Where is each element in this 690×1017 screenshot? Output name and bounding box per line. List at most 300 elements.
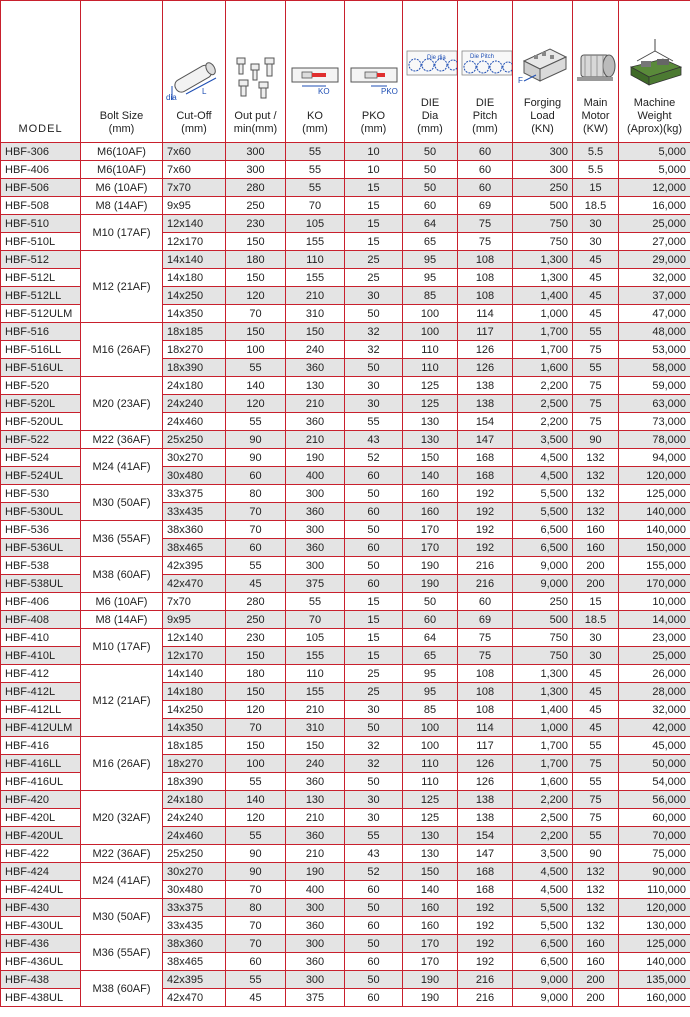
die_dia-cell: 100 <box>403 737 458 755</box>
die_dia-cell: 125 <box>403 791 458 809</box>
forging-load-label: Forging Load (KN) <box>523 97 562 135</box>
die_dia-cell: 190 <box>403 575 458 593</box>
pko-cell: 52 <box>345 449 403 467</box>
pko-cell: 60 <box>345 881 403 899</box>
cutoff-cell: 24x460 <box>163 413 226 431</box>
load-cell: 750 <box>513 215 573 233</box>
die_pitch-cell: 60 <box>458 179 513 197</box>
weight-cell: 70,000 <box>619 827 690 845</box>
table-row <box>1 161 690 179</box>
die_dia-cell: 60 <box>403 197 458 215</box>
die_pitch-cell: 168 <box>458 863 513 881</box>
output-cell: 70 <box>226 503 286 521</box>
load-cell: 1,300 <box>513 251 573 269</box>
die_dia-cell: 190 <box>403 557 458 575</box>
ko-cell: 310 <box>286 305 345 323</box>
die_dia-cell: 95 <box>403 665 458 683</box>
die_dia-cell: 85 <box>403 287 458 305</box>
die_pitch-cell: 60 <box>458 593 513 611</box>
die_pitch-cell: 168 <box>458 467 513 485</box>
die_dia-cell: 160 <box>403 485 458 503</box>
motor-cell: 55 <box>573 323 619 341</box>
motor-cell: 160 <box>573 935 619 953</box>
load-cell: 500 <box>513 611 573 629</box>
die_pitch-cell: 138 <box>458 395 513 413</box>
cutoff-cell: 12x170 <box>163 647 226 665</box>
cutoff-cell: 18x185 <box>163 323 226 341</box>
ko-cell: 360 <box>286 827 345 845</box>
die_dia-cell: 100 <box>403 719 458 737</box>
die_pitch-cell: 126 <box>458 359 513 377</box>
cutoff-cell: 25x250 <box>163 845 226 863</box>
cutoff-cell: 24x180 <box>163 791 226 809</box>
load-cell: 9,000 <box>513 989 573 1007</box>
pko-cell: 32 <box>345 341 403 359</box>
table-row <box>1 431 690 449</box>
ko-cell: 55 <box>286 161 345 179</box>
motor-cell: 132 <box>573 881 619 899</box>
table-row <box>1 971 690 989</box>
motor-cell: 45 <box>573 701 619 719</box>
ko-cell: 400 <box>286 467 345 485</box>
motor-cell: 132 <box>573 485 619 503</box>
die_dia-cell: 125 <box>403 809 458 827</box>
weight-cell: 73,000 <box>619 413 690 431</box>
machine-weight-label: Machine Weight (Aprox)(kg) <box>626 97 682 135</box>
model-cell: HBF-530 <box>1 485 81 503</box>
weight-cell: 155,000 <box>619 557 690 575</box>
cutoff-cell: 24x240 <box>163 395 226 413</box>
ko-cell: 240 <box>286 341 345 359</box>
die_pitch-cell: 114 <box>458 305 513 323</box>
load-cell: 1,300 <box>513 269 573 287</box>
table-row <box>1 449 690 467</box>
die_pitch-cell: 216 <box>458 575 513 593</box>
motor-cell: 200 <box>573 971 619 989</box>
output-cell: 120 <box>226 395 286 413</box>
die_dia-cell: 50 <box>403 179 458 197</box>
bolt-size-cell: M36 (55AF) <box>81 521 163 557</box>
cutoff-cell: 14x180 <box>163 269 226 287</box>
cutoff-header <box>163 1 226 143</box>
die-pitch-icon <box>460 37 513 91</box>
output-cell: 150 <box>226 647 286 665</box>
load-cell: 6,500 <box>513 539 573 557</box>
cutoff-cell: 7x70 <box>163 593 226 611</box>
motor-cell: 45 <box>573 251 619 269</box>
motor-cell: 45 <box>573 683 619 701</box>
die_pitch-cell: 108 <box>458 701 513 719</box>
die_dia-cell: 125 <box>403 395 458 413</box>
cutoff-cell: 24x460 <box>163 827 226 845</box>
load-cell: 300 <box>513 161 573 179</box>
table-row <box>1 485 690 503</box>
cutoff-cell: 14x350 <box>163 305 226 323</box>
cutoff-cell: 38x360 <box>163 521 226 539</box>
cutoff-cell: 14x140 <box>163 251 226 269</box>
cutoff-cell: 14x250 <box>163 701 226 719</box>
load-cell: 500 <box>513 197 573 215</box>
cutoff-cell: 33x435 <box>163 503 226 521</box>
load-cell: 2,500 <box>513 395 573 413</box>
die_dia-cell: 160 <box>403 899 458 917</box>
ko-cell: 155 <box>286 647 345 665</box>
die_pitch-cell: 168 <box>458 881 513 899</box>
model-cell: HBF-412LL <box>1 701 81 719</box>
output-cell: 150 <box>226 683 286 701</box>
die_dia-cell: 160 <box>403 503 458 521</box>
table-row <box>1 557 690 575</box>
weight-cell: 94,000 <box>619 449 690 467</box>
machine-weight-icon <box>623 37 687 91</box>
motor-cell: 132 <box>573 863 619 881</box>
die_pitch-cell: 216 <box>458 557 513 575</box>
bolt-size-cell: M22 (36AF) <box>81 431 163 449</box>
output-cell: 100 <box>226 755 286 773</box>
output-cell: 120 <box>226 701 286 719</box>
output-cell: 230 <box>226 215 286 233</box>
weight-cell: 125,000 <box>619 935 690 953</box>
pko-cell: 60 <box>345 503 403 521</box>
output-cell: 70 <box>226 935 286 953</box>
pko-cell: 60 <box>345 989 403 1007</box>
load-cell: 4,500 <box>513 881 573 899</box>
output-cell: 140 <box>226 377 286 395</box>
table-row <box>1 845 690 863</box>
bolt-size-cell: M6(10AF) <box>81 143 163 161</box>
cutoff-cell: 42x395 <box>163 557 226 575</box>
die_dia-cell: 170 <box>403 521 458 539</box>
output-header <box>226 1 286 143</box>
model-cell: HBF-412ULM <box>1 719 81 737</box>
load-cell: 250 <box>513 593 573 611</box>
weight-cell: 28,000 <box>619 683 690 701</box>
die_pitch-cell: 126 <box>458 341 513 359</box>
output-cell: 70 <box>226 521 286 539</box>
die_pitch-cell: 108 <box>458 251 513 269</box>
die_dia-cell: 160 <box>403 917 458 935</box>
die_dia-cell: 65 <box>403 647 458 665</box>
motor-cell: 15 <box>573 179 619 197</box>
pko-cell: 50 <box>345 359 403 377</box>
pko-cell: 25 <box>345 683 403 701</box>
output-cell: 60 <box>226 467 286 485</box>
cutoff-cell: 14x250 <box>163 287 226 305</box>
die-dia-header <box>403 1 458 143</box>
pko-cell: 15 <box>345 215 403 233</box>
die_dia-cell: 150 <box>403 449 458 467</box>
ko-cell: 190 <box>286 863 345 881</box>
output-cell: 70 <box>226 881 286 899</box>
model-cell: HBF-408 <box>1 611 81 629</box>
ko-cell: 360 <box>286 773 345 791</box>
ko-header <box>286 1 345 143</box>
load-cell: 3,500 <box>513 845 573 863</box>
table-row <box>1 251 690 269</box>
cutoff-cell: 7x60 <box>163 143 226 161</box>
model-cell: HBF-530UL <box>1 503 81 521</box>
output-cell: 120 <box>226 287 286 305</box>
model-cell: HBF-420L <box>1 809 81 827</box>
load-cell: 6,500 <box>513 521 573 539</box>
table-row <box>1 215 690 233</box>
motor-cell: 30 <box>573 629 619 647</box>
pko-cell: 60 <box>345 467 403 485</box>
die_dia-cell: 110 <box>403 755 458 773</box>
die_dia-cell: 100 <box>403 323 458 341</box>
motor-cell: 30 <box>573 233 619 251</box>
pko-cell: 52 <box>345 863 403 881</box>
output-cell: 55 <box>226 971 286 989</box>
output-cell: 250 <box>226 197 286 215</box>
weight-cell: 120,000 <box>619 899 690 917</box>
pko-cell: 60 <box>345 539 403 557</box>
motor-cell: 18.5 <box>573 611 619 629</box>
model-cell: HBF-538UL <box>1 575 81 593</box>
output-cell: 90 <box>226 845 286 863</box>
ko-cell: 210 <box>286 287 345 305</box>
model-cell: HBF-512ULM <box>1 305 81 323</box>
weight-cell: 150,000 <box>619 539 690 557</box>
die_dia-cell: 150 <box>403 863 458 881</box>
weight-cell: 14,000 <box>619 611 690 629</box>
cutoff-cell: 33x375 <box>163 485 226 503</box>
ko-cell: 360 <box>286 539 345 557</box>
model-cell: HBF-430UL <box>1 917 81 935</box>
motor-cell: 45 <box>573 665 619 683</box>
pko-cell: 15 <box>345 629 403 647</box>
model-cell: HBF-524UL <box>1 467 81 485</box>
weight-cell: 5,000 <box>619 161 690 179</box>
model-cell: HBF-412 <box>1 665 81 683</box>
motor-cell: 160 <box>573 539 619 557</box>
pko-cell: 43 <box>345 431 403 449</box>
bolt-size-cell: M12 (21AF) <box>81 665 163 737</box>
ko-cell: 300 <box>286 485 345 503</box>
output-cell: 55 <box>226 359 286 377</box>
load-cell: 9,000 <box>513 575 573 593</box>
model-cell: HBF-522 <box>1 431 81 449</box>
pko-cell: 50 <box>345 719 403 737</box>
pko-cell: 10 <box>345 161 403 179</box>
ko-cell: 150 <box>286 737 345 755</box>
weight-cell: 135,000 <box>619 971 690 989</box>
weight-cell: 10,000 <box>619 593 690 611</box>
table-row <box>1 863 690 881</box>
motor-cell: 55 <box>573 827 619 845</box>
ko-cell: 150 <box>286 323 345 341</box>
table-row <box>1 323 690 341</box>
motor-cell: 75 <box>573 395 619 413</box>
die_pitch-cell: 69 <box>458 197 513 215</box>
load-cell: 5,500 <box>513 485 573 503</box>
die_dia-cell: 130 <box>403 413 458 431</box>
ko-cell: 155 <box>286 233 345 251</box>
load-cell: 6,500 <box>513 953 573 971</box>
cutoff-cell: 24x240 <box>163 809 226 827</box>
ko-cell: 375 <box>286 989 345 1007</box>
bolt-size-cell: M20 (32AF) <box>81 791 163 845</box>
die_pitch-cell: 117 <box>458 323 513 341</box>
model-cell: HBF-406 <box>1 593 81 611</box>
main-motor-header <box>573 1 619 143</box>
load-cell: 2,200 <box>513 377 573 395</box>
svg-text:dia: dia <box>166 93 177 102</box>
cutoff-cell: 24x180 <box>163 377 226 395</box>
weight-cell: 160,000 <box>619 989 690 1007</box>
model-cell: HBF-436 <box>1 935 81 953</box>
weight-cell: 50,000 <box>619 755 690 773</box>
bolt-size-cell: M6 (10AF) <box>81 593 163 611</box>
pko-cell: 50 <box>345 305 403 323</box>
load-cell: 750 <box>513 647 573 665</box>
pko-cell: 50 <box>345 971 403 989</box>
load-cell: 1,300 <box>513 683 573 701</box>
model-cell: HBF-406 <box>1 161 81 179</box>
output-cell: 55 <box>226 773 286 791</box>
model-cell: HBF-516 <box>1 323 81 341</box>
output-cell: 140 <box>226 791 286 809</box>
model-cell: HBF-512LL <box>1 287 81 305</box>
cutoff-cell: 18x185 <box>163 737 226 755</box>
model-cell: HBF-510 <box>1 215 81 233</box>
die_dia-cell: 110 <box>403 341 458 359</box>
cutoff-cell: 9x95 <box>163 611 226 629</box>
motor-cell: 132 <box>573 449 619 467</box>
pko-cell: 25 <box>345 251 403 269</box>
cutoff-cell: 7x60 <box>163 161 226 179</box>
model-cell: HBF-424 <box>1 863 81 881</box>
table-row <box>1 143 690 161</box>
die_pitch-cell: 216 <box>458 971 513 989</box>
load-cell: 1,000 <box>513 719 573 737</box>
output-cell: 55 <box>226 413 286 431</box>
load-cell: 1,400 <box>513 287 573 305</box>
weight-cell: 32,000 <box>619 269 690 287</box>
die_dia-cell: 60 <box>403 611 458 629</box>
weight-cell: 110,000 <box>619 881 690 899</box>
weight-cell: 23,000 <box>619 629 690 647</box>
weight-cell: 60,000 <box>619 809 690 827</box>
motor-cell: 75 <box>573 791 619 809</box>
model-cell: HBF-512L <box>1 269 81 287</box>
bolt-size-header <box>81 1 163 143</box>
load-cell: 250 <box>513 179 573 197</box>
cutoff-cell: 14x140 <box>163 665 226 683</box>
svg-text:F: F <box>517 76 523 85</box>
ko-cell: 210 <box>286 701 345 719</box>
pko-cell: 30 <box>345 809 403 827</box>
output-cell: 70 <box>226 305 286 323</box>
output-cell: 90 <box>226 863 286 881</box>
pko-cell: 30 <box>345 395 403 413</box>
die_dia-cell: 95 <box>403 683 458 701</box>
load-cell: 1,700 <box>513 737 573 755</box>
die-dia-icon <box>405 37 458 91</box>
bolt-size-cell: M16 (26AF) <box>81 323 163 377</box>
die_pitch-cell: 147 <box>458 845 513 863</box>
model-cell: HBF-424UL <box>1 881 81 899</box>
ko-cell: 155 <box>286 683 345 701</box>
die_pitch-cell: 75 <box>458 647 513 665</box>
die_pitch-cell: 192 <box>458 521 513 539</box>
model-cell: HBF-410 <box>1 629 81 647</box>
ko-cell: 210 <box>286 431 345 449</box>
motor-cell: 75 <box>573 341 619 359</box>
model-cell: HBF-412L <box>1 683 81 701</box>
table-row <box>1 611 690 629</box>
bolt-size-cell: M6(10AF) <box>81 161 163 179</box>
motor-cell: 200 <box>573 989 619 1007</box>
svg-text:Die Pitch: Die Pitch <box>470 54 495 60</box>
cutoff-cell: 42x470 <box>163 989 226 1007</box>
weight-cell: 25,000 <box>619 647 690 665</box>
bolt-size-cell: M10 (17AF) <box>81 629 163 665</box>
model-cell: HBF-410L <box>1 647 81 665</box>
weight-cell: 42,000 <box>619 719 690 737</box>
model-cell: HBF-520 <box>1 377 81 395</box>
motor-cell: 75 <box>573 809 619 827</box>
die_dia-cell: 130 <box>403 845 458 863</box>
motor-cell: 160 <box>573 953 619 971</box>
main-motor-label: Main Motor (KW) <box>581 97 610 135</box>
table-row <box>1 791 690 809</box>
die_pitch-cell: 69 <box>458 611 513 629</box>
die_pitch-cell: 108 <box>458 665 513 683</box>
bolt-size-cell: M20 (23AF) <box>81 377 163 431</box>
bolt-size-cell: M24 (41AF) <box>81 863 163 899</box>
die_dia-cell: 190 <box>403 971 458 989</box>
weight-cell: 47,000 <box>619 305 690 323</box>
motor-cell: 75 <box>573 377 619 395</box>
ko-cell: 210 <box>286 395 345 413</box>
die_dia-cell: 85 <box>403 701 458 719</box>
pko-cell: 15 <box>345 647 403 665</box>
load-cell: 9,000 <box>513 971 573 989</box>
weight-cell: 25,000 <box>619 215 690 233</box>
cutoff-cell: 18x390 <box>163 359 226 377</box>
cutoff-cell: 30x480 <box>163 467 226 485</box>
motor-cell: 5.5 <box>573 161 619 179</box>
output-cell: 150 <box>226 323 286 341</box>
svg-text:KO: KO <box>318 87 330 96</box>
die_pitch-cell: 192 <box>458 899 513 917</box>
load-cell: 9,000 <box>513 557 573 575</box>
weight-cell: 54,000 <box>619 773 690 791</box>
cutoff-cell: 38x465 <box>163 953 226 971</box>
die_pitch-cell: 138 <box>458 809 513 827</box>
ko-cell: 300 <box>286 899 345 917</box>
cutoff-cell: 14x180 <box>163 683 226 701</box>
weight-cell: 63,000 <box>619 395 690 413</box>
bolt-size-cell: M16 (26AF) <box>81 737 163 791</box>
die_pitch-cell: 126 <box>458 773 513 791</box>
output-label: Out put / min(mm) <box>233 110 278 135</box>
weight-cell: 48,000 <box>619 323 690 341</box>
ko-cell: 300 <box>286 557 345 575</box>
load-cell: 1,600 <box>513 773 573 791</box>
pko-cell: 50 <box>345 557 403 575</box>
load-cell: 2,200 <box>513 413 573 431</box>
die_pitch-cell: 192 <box>458 539 513 557</box>
pko-cell: 15 <box>345 233 403 251</box>
table-row <box>1 521 690 539</box>
pko-cell: 60 <box>345 953 403 971</box>
load-cell: 750 <box>513 233 573 251</box>
model-cell: HBF-538 <box>1 557 81 575</box>
die_dia-cell: 100 <box>403 305 458 323</box>
load-cell: 4,500 <box>513 863 573 881</box>
